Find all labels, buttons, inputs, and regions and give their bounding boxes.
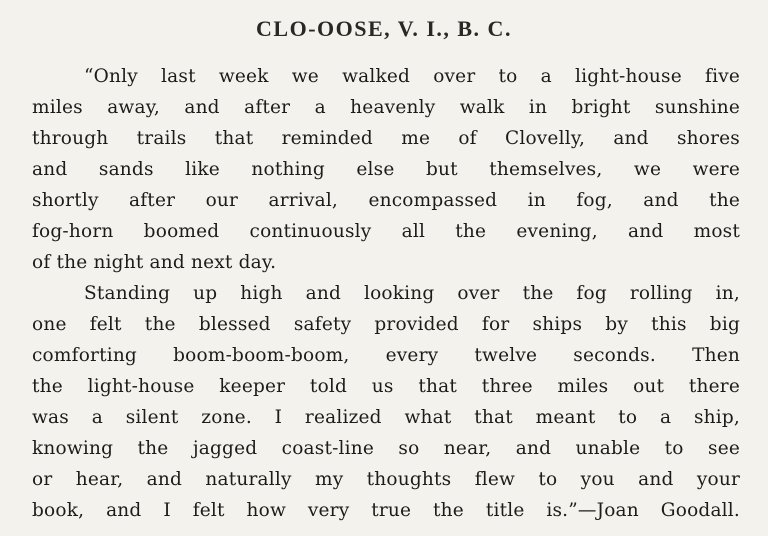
page-heading: CLO-OOSE, V. I., B. C. [256,16,512,41]
text-line: miles away, and after a heavenly walk in bright sunshine [32,97,740,118]
text-line: one felt the blessed safety provided for ships by this big [32,314,740,335]
text-line: Standing up high and looking over the fog rolling in, [84,283,740,304]
text-line: shortly after our arrival, encompassed in fog, and the [32,190,740,211]
text-line: and sands like nothing else but themselves, we were [32,159,740,180]
text-line: fog-horn boomed continuously all the evening, and most [32,221,740,242]
text-line: or hear, and naturally my thoughts flew to you and your [32,469,740,490]
text-line: was a silent zone. I realized what that meant to a ship, [32,407,740,428]
text-line: comforting boom-boom-boom, every twelve seconds. Then [32,345,740,366]
text-line: through trails that reminded me of Clovelly, and shores [32,128,740,149]
text-line: of the night and next day. [32,252,277,273]
text-line: book, and I felt how very true the title is.”—Joan Goodall. [32,500,740,521]
text-line: “Only last week we walked over to a light-house five [84,66,740,87]
text-line: knowing the jagged coast-line so near, and unable to see [32,438,740,459]
text-line: the light-house keeper told us that three miles out there [32,376,740,397]
